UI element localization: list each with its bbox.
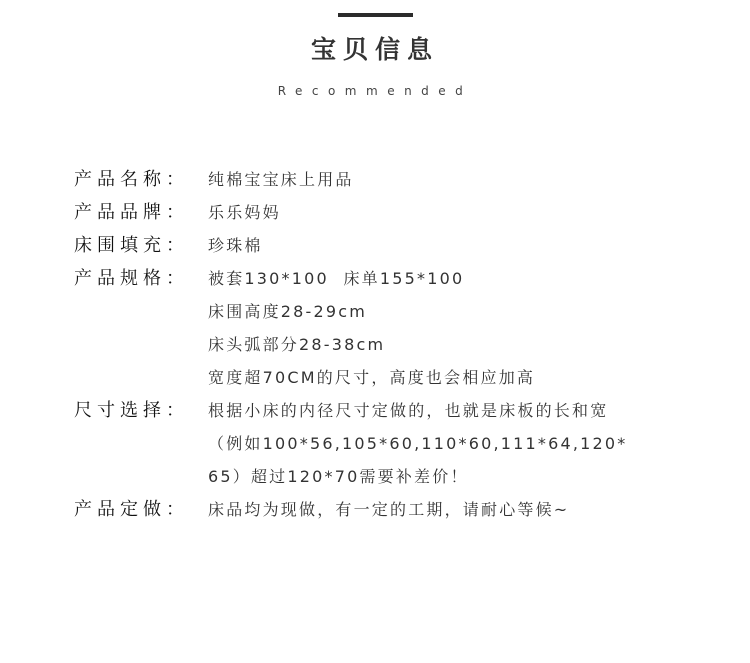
info-label: 产品规格： bbox=[74, 268, 189, 289]
title-divider-bar bbox=[338, 13, 413, 17]
section-subtitle: Recommended bbox=[277, 84, 473, 98]
info-label: 产品定做： bbox=[74, 499, 189, 520]
info-values bbox=[208, 196, 734, 229]
section-title: 宝贝信息 bbox=[310, 35, 439, 64]
product-info-list bbox=[74, 163, 734, 526]
info-value: 珍珠棉 bbox=[208, 236, 263, 255]
info-values bbox=[208, 262, 734, 394]
info-value: 纯棉宝宝床上用品 bbox=[208, 170, 354, 189]
info-value: 根据小床的内径尺寸定做的，也就是床板的长和宽 bbox=[208, 401, 609, 420]
info-row-specifications bbox=[74, 262, 734, 394]
info-values bbox=[208, 493, 734, 526]
info-value: 被套130*100 床单155*100 bbox=[208, 269, 465, 288]
info-label: 床围填充： bbox=[74, 235, 189, 256]
info-value: （例如100*56,105*60,110*60,111*64,120* bbox=[208, 434, 628, 453]
info-value: 65）超过120*70需要补差价！ bbox=[208, 467, 469, 486]
info-row-size-options bbox=[74, 394, 734, 493]
info-values bbox=[208, 394, 734, 493]
info-row-brand bbox=[74, 196, 734, 229]
info-value: 宽度超70CM的尺寸，高度也会相应加高 bbox=[208, 368, 536, 387]
info-value: 床头弧部分28-38cm bbox=[208, 335, 386, 354]
info-row-filling bbox=[74, 229, 734, 262]
info-row-custom-order bbox=[74, 493, 734, 526]
info-value: 床围高度28-29cm bbox=[208, 302, 368, 321]
info-value: 乐乐妈妈 bbox=[208, 203, 281, 222]
info-label: 尺寸选择： bbox=[74, 400, 189, 421]
info-values bbox=[208, 163, 734, 196]
info-label: 产品名称： bbox=[74, 169, 189, 190]
info-values bbox=[208, 229, 734, 262]
info-value: 床品均为现做，有一定的工期，请耐心等候~ bbox=[208, 500, 570, 519]
info-row-product-name bbox=[74, 163, 734, 196]
info-label: 产品品牌： bbox=[74, 202, 189, 223]
